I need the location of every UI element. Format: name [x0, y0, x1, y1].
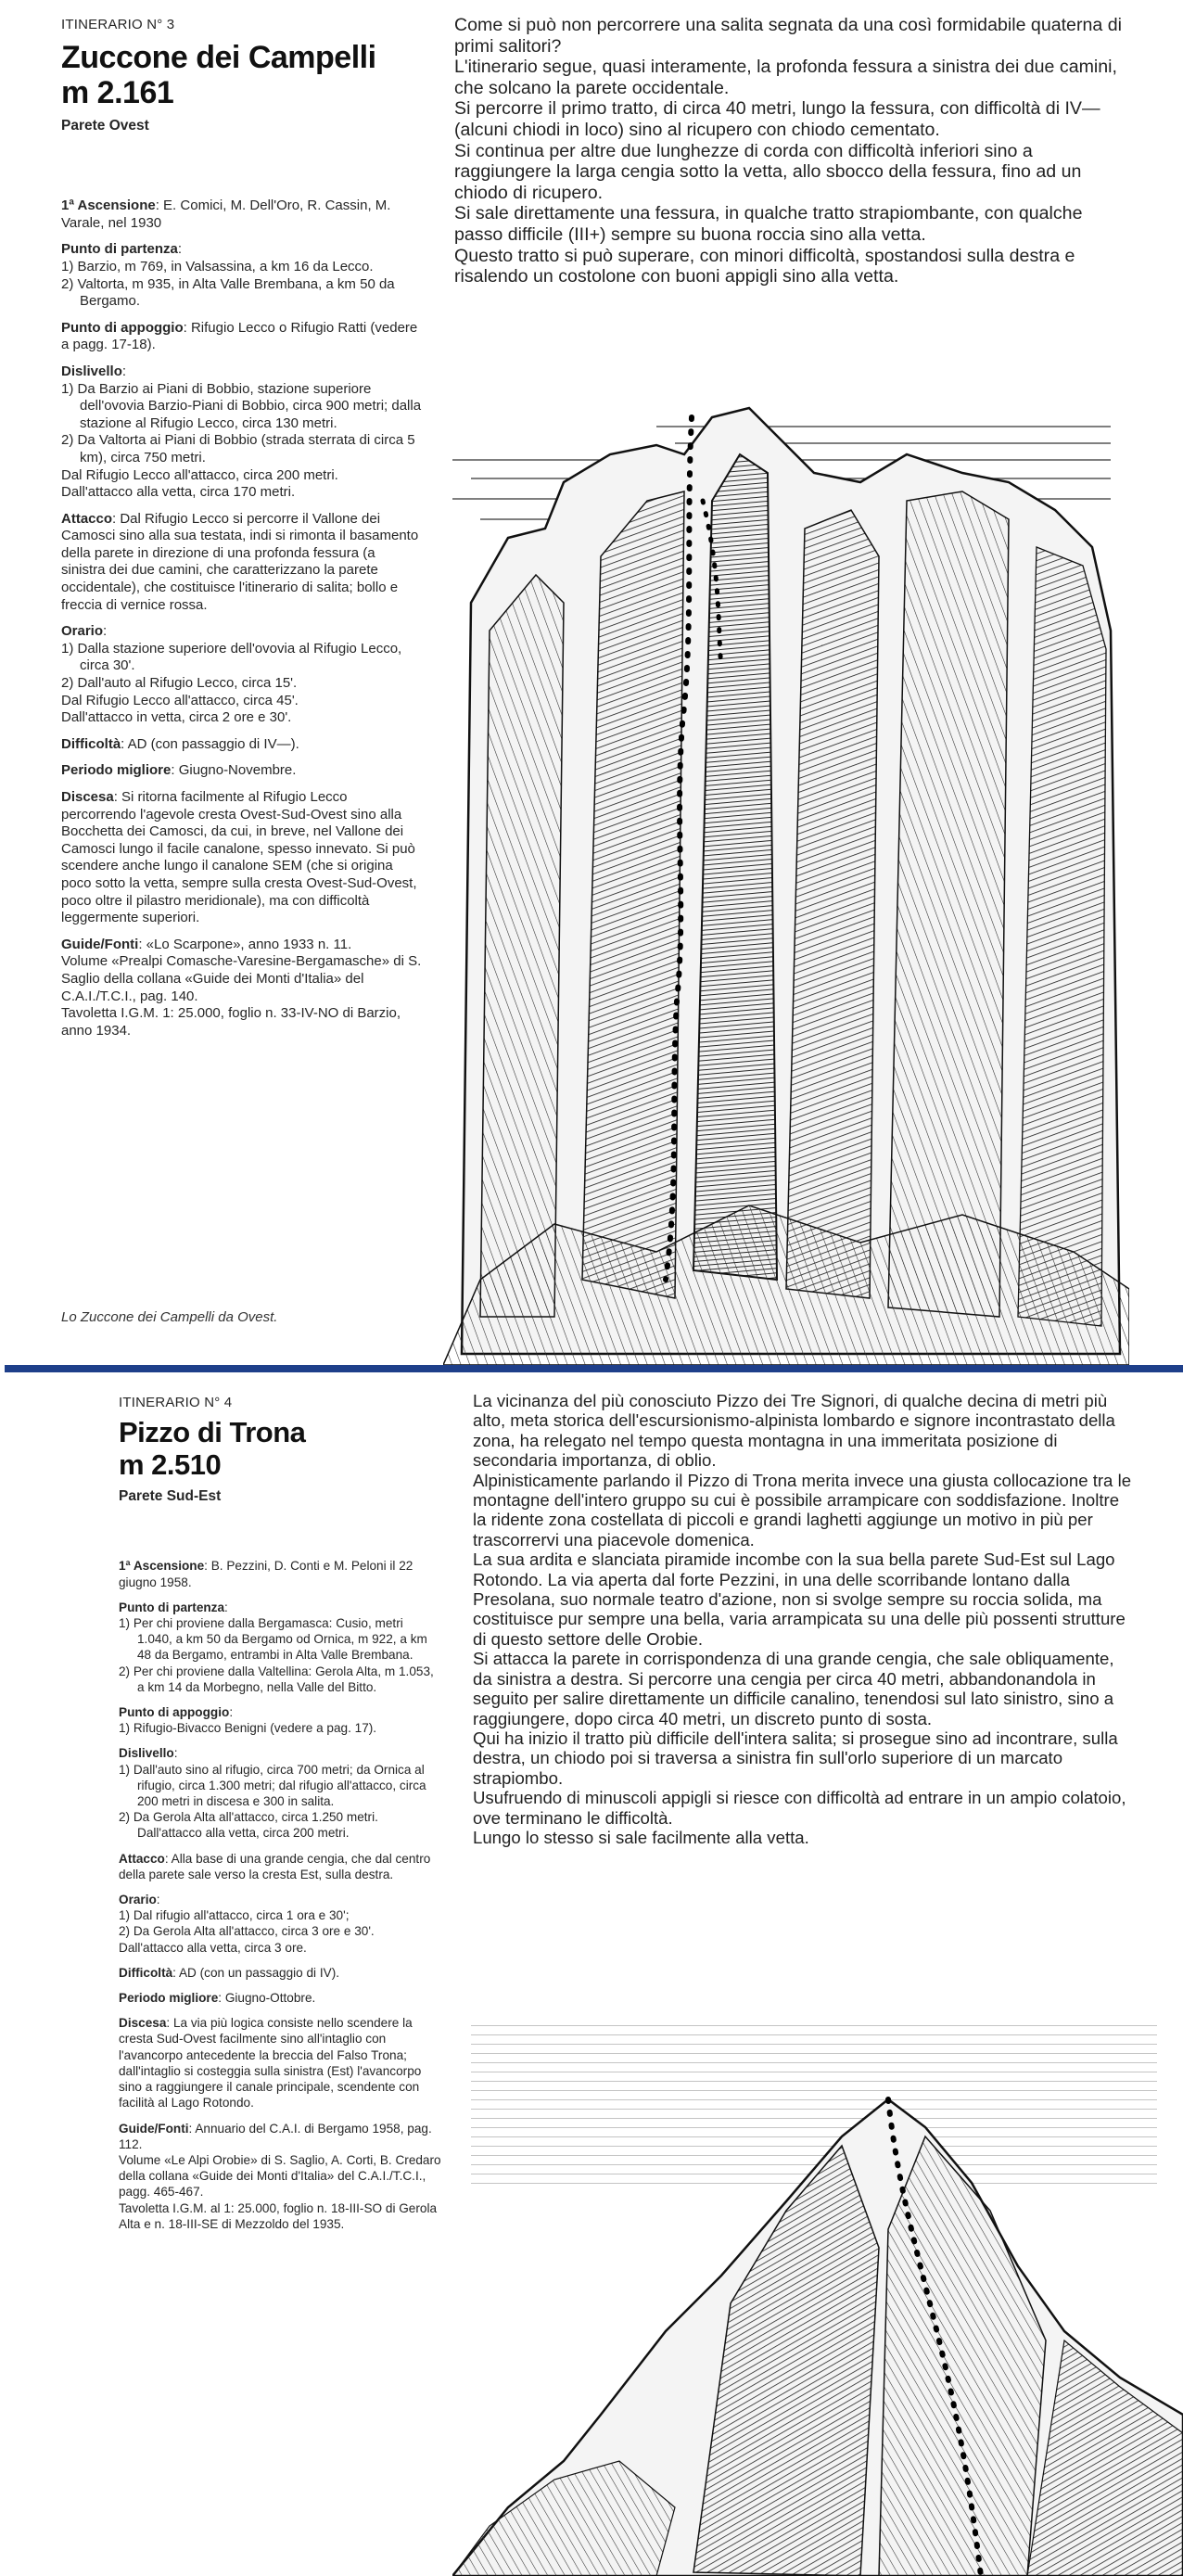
- best-period: Periodo migliore: Giugno-Novembre.: [61, 762, 297, 779]
- route-description: [454, 15, 1131, 287]
- route-title: [61, 40, 423, 110]
- times: Orario: 1) Dal rifugio all'attacco, circa 1 ora e 30'; 2) Da Gerola Alta all'attacco, circa 3 ore e 30'. Dall'attacco alla vetta, circa 3 ore.: [119, 1892, 441, 1956]
- note: Volume «Le Alpi Orobie» di S. Saglio, A. Corti, B. Credaro della collana «Guide dei Monti d'Italia» del C.A.I./T.C.I., pagg. 465-467.: [119, 2152, 441, 2200]
- support-point: Punto di appoggio: Rifugio Lecco o Rifugio Ratti (vedere a pagg. 17-18).: [61, 319, 418, 353]
- route-description: [473, 1391, 1133, 1847]
- paragraph: Questo tratto si può superare, con minori difficoltà, spostandosi sulla destra e risalendo un costolone con buoni appigli sino alla vetta.: [454, 245, 1075, 287]
- list-item: 2) Da Gerola Alta all'attacco, circa 3 ore e 30'.: [119, 1924, 375, 1939]
- first-ascent: 1ª Ascensione: B. Pezzini, D. Conti e M. Peloni il 22 giugno 1958.: [119, 1559, 413, 1589]
- start-point: Punto di partenza: 1) Per chi proviene dalla Bergamasca: Cusio, metri 1.040, a km 50 da Bergamo od Ornica, m 922, a km 48 da Bergamo, entrambi in Alta Valle Brembana. 2) Per chi proviene dalla Valtellina: Gerola Alta, m 1.053, a km 14 da Morbegno, nella Valle del Bitto.: [119, 1600, 441, 1695]
- list-item: 1) Barzio, m 769, in Valsassina, a km 16 da Lecco.: [61, 258, 374, 274]
- list-item: 1) Dall'auto sino al rifugio, circa 700 metri; da Ornica al rifugio, circa 1.300 metri; dal rifugio all'attacco, circa 200 metri in discesa e 300 in salita.: [119, 1762, 426, 1809]
- paragraph: Qui ha inizio il tratto più difficile dell'intera salita; si prosegue sino ad incontrare, sulla destra, un chiodo poi si traversa a sinistra fin sull'orlo superiore di un marcato strapiombo.: [473, 1728, 1118, 1788]
- paragraph: Come si può non percorrere una salita segnata da una così formidabile quaterna di primi salitori?: [454, 15, 1122, 57]
- figure-caption: Lo Zuccone dei Campelli da Ovest.: [61, 1309, 278, 1325]
- difficulty: Difficoltà: AD (con passaggio di IV—).: [61, 735, 299, 752]
- itinerary-number: ITINERARIO N° 3: [61, 17, 175, 32]
- approach: Attacco: Alla base di una grande cengia, che dal centro della parete sale verso la cresta Est, sulla destra.: [119, 1851, 431, 1881]
- paragraph: Lungo lo stesso si sale facilmente alla vetta.: [473, 1827, 809, 1847]
- paragraph: Usufruendo di minuscoli appigli si riesce con difficoltà ad entrare in un ampio colatoio, ove terminano le difficoltà.: [473, 1788, 1126, 1828]
- wall-name: Parete Ovest: [61, 117, 149, 134]
- approach: Attacco: Dal Rifugio Lecco si percorre il Vallone dei Camosci sino alla sua testata, indi si rimonta il basamento della parete in direzione di una profonda fessura (a sinistra dei due camini, che caratterizzano la parete occidentale), che costituisce l'itinerario di salita; bollo e freccia di vernice rossa.: [61, 510, 419, 613]
- paragraph: Alpinisticamente parlando il Pizzo di Trona merita invece una giusta collocazione tra le montagne dell'intero gruppo su cui è possibile arrampicare con soddisfazione. Inoltre la ridente zona costellata di piccoli e grandi laghetti aggiunge un motivo in più per trascorrervi una piacevole domenica.: [473, 1470, 1132, 1549]
- times: Orario: 1) Dalla stazione superiore dell'ovovia al Rifugio Lecco, circa 30'. 2) Dall'auto al Rifugio Lecco, circa 15'. Dal Rifugio Lecco all'attacco, circa 45'. Dall'attacco in vetta, circa 2 ore e 30'.: [61, 623, 423, 727]
- page-divider: [5, 1365, 1183, 1372]
- note: Dall'attacco alla vetta, circa 170 metri.: [61, 484, 296, 501]
- list-item: 1) Da Barzio ai Piani di Bobbio, stazione superiore dell'ovovia Barzio-Piani di Bobbio, circa 900 metri; dalla stazione al Rifugio Lecco, circa 130 metri.: [61, 380, 422, 431]
- list-item: 2) Valtorta, m 935, in Alta Valle Brembana, a km 50 da Bergamo.: [61, 275, 395, 310]
- info-column: [119, 1395, 441, 2232]
- guides: Guide/Fonti: «Lo Scarpone», anno 1933 n. 11. Volume «Prealpi Comasche-Varesine-Bergamasche» di S. Saglio della collana «Guide dei Monti d'Italia» del C.A.I./T.C.I., pag. 140. Tavoletta I.G.M. 1: 25.000, foglio n. 33-IV-NO di Barzio, anno 1934.: [61, 936, 422, 1039]
- note: Volume «Prealpi Comasche-Varesine-Bergamasche» di S. Saglio della collana «Guide dei Monti d'Italia» del C.A.I./T.C.I., pag. 140.: [61, 953, 422, 1004]
- route-title: [119, 1416, 441, 1481]
- mountain-height: m 2.161: [61, 74, 174, 110]
- note: Dal Rifugio Lecco all'attacco, circa 45'.: [61, 692, 299, 708]
- paragraph: Si attacca la parete in corrispondenza di una grande cengia, che sale obliquamente, da sinistra a destra. Si percorre una cengia per circa 40 metri, abbandonandola in seguito per salire direttamente un difficile canalino, tenendosi sul lato sinistro, sino a raggiungere, dopo circa 40 metri, un discreto punto di sosta.: [473, 1649, 1114, 1728]
- wall-name: Parete Sud-Est: [119, 1488, 222, 1505]
- paragraph: Si continua per altre due lunghezze di corda con difficoltà inferiori sino a raggiungere la larga cengia sotto la vetta, allo sbocco della fessura, fino ad un chiodo di ricupero.: [454, 140, 1082, 203]
- elevation: Dislivello: 1) Da Barzio ai Piani di Bobbio, stazione superiore dell'ovovia Barzio-Piani di Bobbio, circa 900 metri; dalla stazione al Rifugio Lecco, circa 130 metri. 2) Da Valtorta ai Piani di Bobbio (strada sterrata di circa 5 km), circa 750 metri. Dal Rifugio Lecco all'attacco, circa 200 metri. Dall'attacco alla vetta, circa 170 metri.: [61, 363, 422, 501]
- mountain-height: m 2.510: [119, 1448, 222, 1482]
- descent: Discesa: Si ritorna facilmente al Rifugio Lecco percorrendo l'agevole cresta Ovest-Sud-Ovest sino alla Bocchetta dei Camosci, da cui, in breve, nel Vallone dei Camosci lungo il facile canalone, spesso innevato. Si può scendere anche lungo il canalone SEM (che si origina poco sotto la vetta, sempre sulla cresta Ovest-Sud-Ovest, poco oltre il pilastro meridionale), ma con difficoltà leggermente superiori.: [61, 789, 417, 926]
- list-item: 2) Da Valtorta ai Piani di Bobbio (strada sterrata di circa 5 km), circa 750 metri.: [61, 432, 415, 465]
- page-itinerary-4: [0, 1376, 1183, 2576]
- descent: Discesa: La via più logica consiste nello scendere la cresta Sud-Ovest facilmente sino all'intaglio con l'avancorpo antecedente la breccia del Falso Trona; dall'intaglio si costeggia sulla sinistra (Est) l'avancorpo sino a raggiungere il canale principale, scendente con facilità al Lago Rotondo.: [119, 2016, 422, 2111]
- note: Dall'attacco in vetta, circa 2 ore e 30'.: [61, 709, 292, 726]
- mountain-name: Zuccone dei Campelli: [61, 39, 376, 75]
- difficulty: Difficoltà: AD (con un passaggio di IV).: [119, 1965, 339, 1980]
- mountain-name: Pizzo di Trona: [119, 1416, 306, 1449]
- start-point: Punto di partenza: 1) Barzio, m 769, in Valsassina, a km 16 da Lecco. 2) Valtorta, m 935, in Alta Valle Brembana, a km 50 da Bergamo.: [61, 241, 423, 310]
- guides: Guide/Fonti: Annuario del C.A.I. di Bergamo 1958, pag. 112. Volume «Le Alpi Orobie» di S. Saglio, A. Corti, B. Credaro della collana «Guide dei Monti d'Italia» del C.A.I./T.C.I., pagg. 465-467. Tavoletta I.G.M. al 1: 25.000, foglio n. 18-III-SO di Gerola Alta e n. 18-III-SE di Mezzoldo del 1935.: [119, 2121, 441, 2231]
- list-item: 2) Dall'auto al Rifugio Lecco, circa 15'.: [61, 675, 298, 692]
- mountain-sketch-trona: [452, 2025, 1183, 2576]
- paragraph: Si sale direttamente una fessura, in qualche tratto strapiombante, con qualche passo difficile (III+) sempre su buona roccia sino alla vetta.: [454, 203, 1083, 245]
- paragraph: Si percorre il primo tratto, di circa 40 metri, lungo la fessura, con difficoltà di IV— (alcuni chiodi in loco) sino al ricupero con chiodo cementato.: [454, 98, 1100, 140]
- info-column: [61, 17, 423, 1039]
- note: Dall'attacco alla vetta, circa 3 ore.: [119, 1940, 307, 1955]
- paragraph: La sua ardita e slanciata piramide incombe con la sua bella parete Sud-Est sul Lago Rotondo. La via aperta dal forte Pezzini, in una delle scorribande lontano dalla Presolana, suo normale teatro d'azione, non si svolge sempre su roccia solida, ma costituisce pur sempre una bella, varia arrampicata su una delle più possenti strutture di questo settore delle Orobie.: [473, 1549, 1126, 1649]
- list-item: 2) Per chi proviene dalla Valtellina: Gerola Alta, m 1.053, a km 14 da Morbegno, nella Valle del Bitto.: [119, 1664, 434, 1694]
- note: Dal Rifugio Lecco all'attacco, circa 200 metri.: [61, 466, 338, 483]
- list-item: 2) Da Gerola Alta all'attacco, circa 1.250 metri. Dall'attacco alla vetta, circa 200 metri.: [119, 1810, 378, 1841]
- paragraph: La vicinanza del più conosciuto Pizzo dei Tre Signori, di qualche decina di metri più alto, meta storica dell'escursionismo-alpinista lombardo e signore incontrastato della zona, ha relegato nel tempo questa montagna in una immeritata posizione di secondaria importanza, di oblio.: [473, 1391, 1115, 1471]
- first-ascent: 1ª Ascensione: E. Comici, M. Dell'Oro, R. Cassin, M. Varale, nel 1930: [61, 198, 391, 231]
- support-point: Punto di appoggio: 1) Rifugio-Bivacco Benigni (vedere a pag. 17).: [119, 1704, 441, 1736]
- list-item: 1) Per chi proviene dalla Bergamasca: Cusio, metri 1.040, a km 50 da Bergamo od Ornica, m 922, a km 48 da Bergamo, entrambi in Alta Valle Brembana.: [119, 1616, 427, 1663]
- itinerary-number: ITINERARIO N° 4: [119, 1395, 233, 1410]
- best-period: Periodo migliore: Giugno-Ottobre.: [119, 1991, 316, 2006]
- list-item: 1) Dalla stazione superiore dell'ovovia al Rifugio Lecco, circa 30'.: [61, 640, 402, 674]
- list-item: 1) Rifugio-Bivacco Benigni (vedere a pag. 17).: [119, 1721, 377, 1736]
- note: Tavoletta I.G.M. al 1: 25.000, foglio n. 18-III-SO di Gerola Alta e n. 18-III-SE di Mezzoldo del 1935.: [119, 2200, 438, 2231]
- elevation: Dislivello: 1) Dall'auto sino al rifugio, circa 700 metri; da Ornica al rifugio, circa 1.300 metri; dal rifugio all'attacco, circa 200 metri in discesa e 300 in salita. 2) Da Gerola Alta all'attacco, circa 1.250 metri. Dall'attacco alla vetta, circa 200 metri.: [119, 1745, 441, 1841]
- paragraph: L'itinerario segue, quasi interamente, la profonda fessura a sinistra dei due camini, che solcano la parete occidentale.: [454, 57, 1117, 98]
- mountain-sketch-zuccone: [443, 389, 1129, 1365]
- note: Tavoletta I.G.M. 1: 25.000, foglio n. 33-IV-NO di Barzio, anno 1934.: [61, 1005, 401, 1039]
- list-item: 1) Dal rifugio all'attacco, circa 1 ora e 30';: [119, 1908, 350, 1923]
